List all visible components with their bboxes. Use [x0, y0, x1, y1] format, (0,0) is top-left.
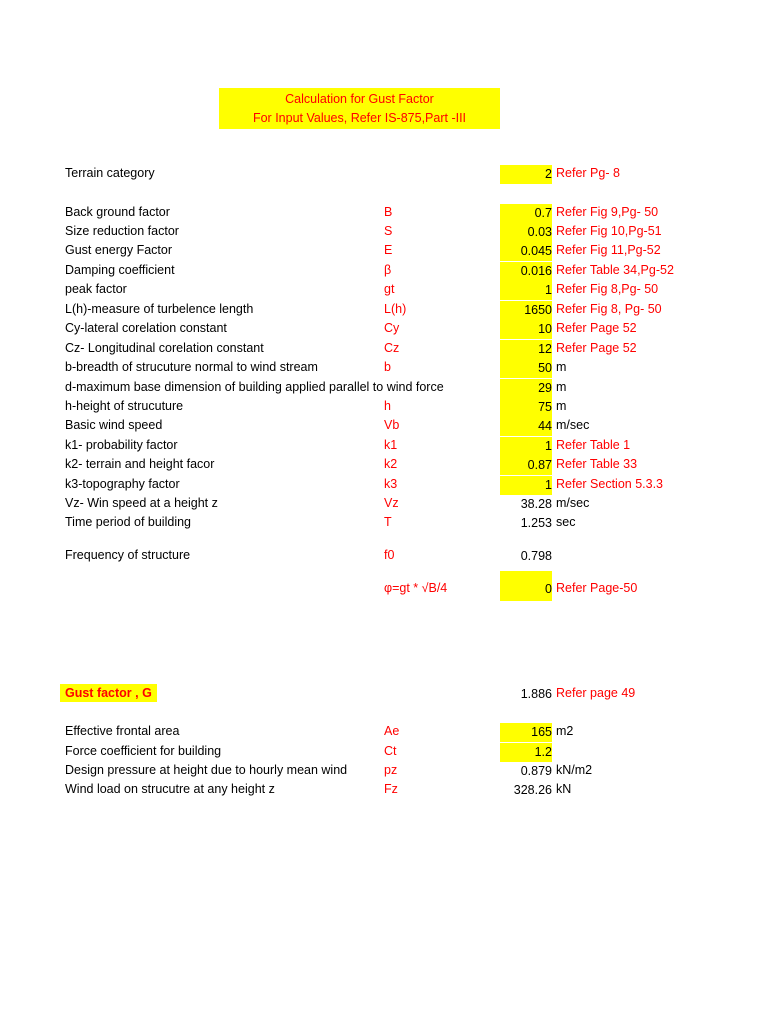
row-damping-coefficient	[0, 262, 768, 281]
row-symbol: Cz	[384, 341, 400, 355]
row-unit: m2	[556, 724, 574, 738]
row-k3	[0, 476, 768, 495]
row-symbol: T	[384, 515, 392, 529]
row-symbol: Fz	[384, 782, 398, 796]
title-line-2: For Input Values, Refer IS-875,Part -III	[252, 110, 467, 125]
row-label: Size reduction factor	[65, 224, 179, 238]
row-size-reduction-factor	[0, 223, 768, 242]
row-label: L(h)-measure of turbelence length	[65, 302, 254, 316]
row-symbol: b	[384, 360, 391, 374]
row-value-cell[interactable]: 1	[500, 281, 552, 300]
row-value-cell[interactable]: 0.016	[500, 262, 552, 281]
row-force-coefficient	[0, 743, 768, 762]
row-reference: Refer Page 52	[556, 341, 637, 355]
row-symbol: Ct	[384, 744, 397, 758]
row-symbol: Vb	[384, 418, 400, 432]
gust-factor-label: Gust factor , G	[60, 684, 157, 702]
row-time-period	[0, 514, 768, 533]
row-value-cell[interactable]: 38.28	[520, 497, 552, 511]
row-label: Vz- Win speed at a height z	[65, 496, 218, 510]
row-value-cell[interactable]: 10	[500, 320, 552, 339]
row-label: Effective frontal area	[65, 724, 180, 738]
row-height	[0, 398, 768, 417]
row-label: Terrain category	[65, 166, 155, 180]
row-value-cell[interactable]: 0.879	[520, 764, 552, 778]
row-symbol: Vz	[384, 496, 399, 510]
row-value-cell[interactable]: 0.7	[500, 204, 552, 223]
row-reference: Refer Table 33	[556, 457, 638, 471]
row-longitudinal-correlation	[0, 340, 768, 359]
title-line-1: Calculation for Gust Factor	[285, 91, 434, 106]
row-reference: Refer Section 5.3.3	[556, 477, 664, 491]
row-label: h-height of strucuture	[65, 399, 184, 413]
row-frontal-area	[0, 723, 768, 742]
row-value-cell[interactable]: 0.045	[500, 242, 552, 261]
row-breadth	[0, 359, 768, 378]
row-unit: kN/m2	[556, 763, 593, 777]
row-k1	[0, 437, 768, 456]
row-symbol: k3	[384, 477, 398, 491]
row-unit: m	[556, 399, 567, 413]
row-symbol: f0	[384, 548, 395, 562]
row-frequency	[0, 547, 768, 566]
row-label: Wind load on strucutre at any height z	[65, 782, 275, 796]
row-symbol: L(h)	[384, 302, 407, 316]
row-value-cell[interactable]: 1.886	[520, 687, 552, 701]
row-symbol: h	[384, 399, 391, 413]
row-value-cell[interactable]: 75	[500, 398, 552, 417]
row-reference: Refer Page-50	[556, 581, 638, 595]
row-reference: Refer Page 52	[556, 321, 637, 335]
row-symbol: B	[384, 205, 393, 219]
row-value-cell[interactable]: 12	[500, 340, 552, 359]
row-value-cell[interactable]: 1.2	[500, 743, 552, 762]
row-reference: Refer Fig 8, Pg- 50	[556, 302, 662, 316]
row-value-cell[interactable]: 44	[500, 417, 552, 436]
row-reference: Refer page 49	[556, 686, 636, 700]
row-formula: φ=gt * √B/4	[384, 581, 448, 595]
row-symbol: E	[384, 243, 393, 257]
row-label: Cz- Longitudinal corelation constant	[65, 341, 264, 355]
row-basic-wind-speed	[0, 417, 768, 436]
row-unit: m	[556, 380, 567, 394]
row-vz	[0, 495, 768, 514]
row-reference: Refer Pg- 8	[556, 166, 620, 180]
row-symbol: Ae	[384, 724, 400, 738]
row-reference: Refer Fig 8,Pg- 50	[556, 282, 659, 296]
row-value-cell[interactable]: 50	[500, 359, 552, 378]
row-symbol: β	[384, 263, 392, 277]
row-value-cell[interactable]: 1	[500, 476, 552, 495]
row-value-cell[interactable]: 1.253	[520, 516, 552, 530]
row-unit: m	[556, 360, 567, 374]
row-label: k2- terrain and height facor	[65, 457, 215, 471]
row-k2	[0, 456, 768, 475]
row-value-cell[interactable]: 0.87	[500, 456, 552, 475]
row-value-cell[interactable]: 0.03	[500, 223, 552, 242]
row-value-cell[interactable]: 2	[500, 165, 552, 184]
row-symbol: S	[384, 224, 393, 238]
row-lateral-correlation	[0, 320, 768, 339]
row-terrain-category	[0, 165, 768, 184]
row-label: Gust energy Factor	[65, 243, 172, 257]
row-unit: m/sec	[556, 418, 590, 432]
row-value-cell[interactable]: 0.798	[520, 549, 552, 563]
row-label: Basic wind speed	[65, 418, 163, 432]
row-gust-energy-factor	[0, 242, 768, 261]
row-gust-factor	[0, 685, 768, 704]
row-label: peak factor	[65, 282, 127, 296]
row-unit: sec	[556, 515, 576, 529]
row-reference: Refer Table 1	[556, 438, 631, 452]
row-label: b-breadth of strucuture normal to wind stream	[65, 360, 318, 374]
row-unit: kN	[556, 782, 572, 796]
row-label: d-maximum base dimension of building applied parallel to wind force	[65, 380, 444, 394]
row-label: Frequency of structure	[65, 548, 191, 562]
row-value-cell[interactable]: 29	[500, 379, 552, 398]
row-unit: m/sec	[556, 496, 590, 510]
row-symbol: k2	[384, 457, 398, 471]
row-reference: Refer Table 34,Pg-52	[556, 263, 674, 277]
row-wind-load	[0, 781, 768, 800]
row-label: Design pressure at height due to hourly mean wind	[65, 763, 348, 777]
row-value-cell[interactable]: 1650	[500, 301, 552, 320]
row-value-cell[interactable]: 1	[500, 437, 552, 456]
row-label: Back ground factor	[65, 205, 170, 219]
row-label: k1- probability factor	[65, 438, 178, 452]
row-reference: Refer Fig 9,Pg- 50	[556, 205, 659, 219]
row-symbol: gt	[384, 282, 395, 296]
row-reference: Refer Fig 11,Pg-52	[556, 243, 661, 257]
row-value-cell[interactable]: 165	[500, 723, 552, 742]
row-label: Time period of building	[65, 515, 191, 529]
title-box	[219, 88, 500, 129]
row-label: Force coefficient for building	[65, 744, 222, 758]
row-symbol: k1	[384, 438, 398, 452]
row-symbol: pz	[384, 763, 398, 777]
row-peak-factor	[0, 281, 768, 300]
row-symbol: Cy	[384, 321, 400, 335]
row-label: k3-topography factor	[65, 477, 180, 491]
row-turbulence-length	[0, 301, 768, 320]
row-label: Cy-lateral corelation constant	[65, 321, 227, 335]
row-reference: Refer Fig 10,Pg-51	[556, 224, 662, 238]
row-base-dimension	[0, 379, 768, 398]
row-design-pressure	[0, 762, 768, 781]
row-value-cell[interactable]: 0	[545, 582, 552, 596]
row-background-factor	[0, 204, 768, 223]
row-label: Damping coefficient	[65, 263, 175, 277]
row-value-cell[interactable]: 328.26	[513, 783, 552, 797]
row-phi	[0, 580, 768, 599]
